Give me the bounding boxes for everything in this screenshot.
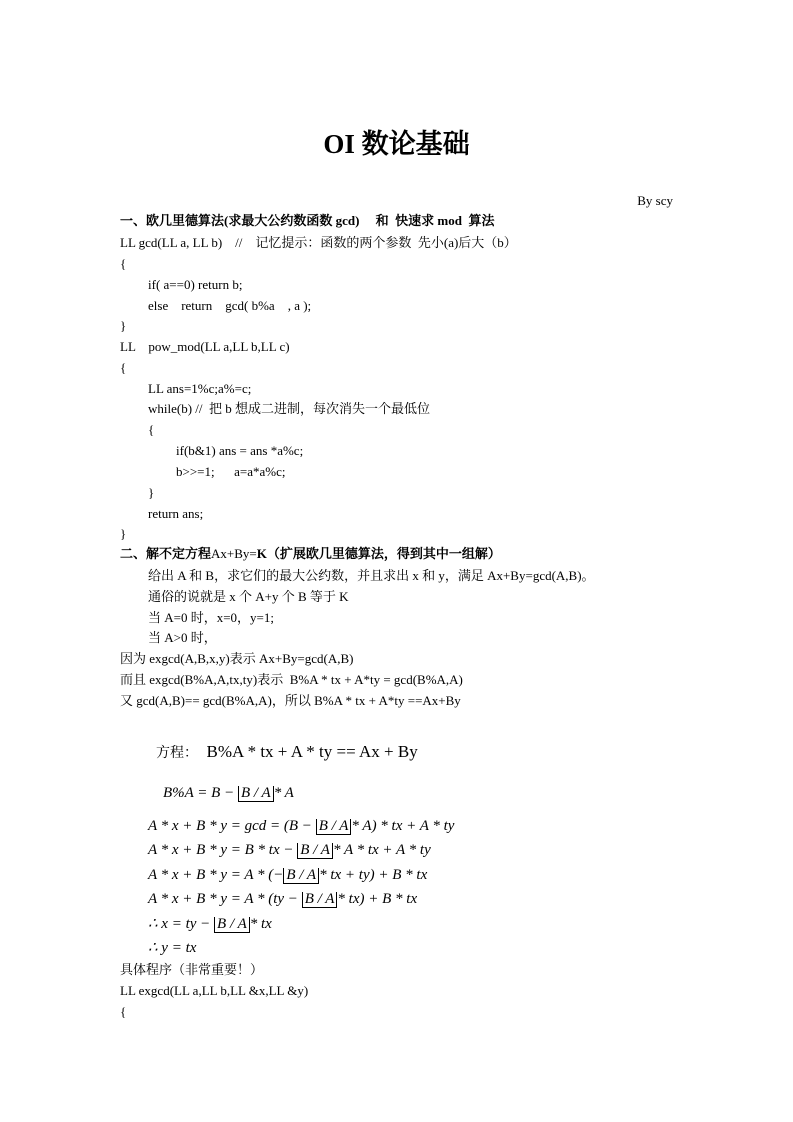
code-line: LL gcd(LL a, LL b) // 记忆提示：函数的两个参数 先小(a)后大（b） [120,235,517,250]
formula-left: ∴ x = ty − [148,916,211,932]
section2-heading-normal: Ax+By= [211,546,257,561]
program-label: 具体程序（非常重要！） [120,962,264,977]
text-line: 又 gcd(A,B)== gcd(B%A,A)，所以 B%A * tx + A*ty ==Ax+By [120,693,461,708]
equation-label: 方程： [156,746,198,761]
section2-heading-bold: 二、解不定方程 [120,546,212,561]
equation-line [156,741,418,765]
floor-bracket: B / A [283,868,319,884]
formula-right: * A [273,785,294,801]
formula-line [148,816,454,836]
code-line: if( a==0) return b; [148,277,243,292]
code-line: b>>=1; a=a*a%c; [176,464,286,479]
formula-left: A * x + B * y = A * (ty − [148,891,298,907]
formula-right: * tx + ty) + B * tx [319,867,428,883]
floor-bracket: B / A [297,843,333,859]
code-line: while(b) // 把 b 想成二进制，每次消失一个最低位 [148,401,431,416]
floor-bracket: B / A [316,819,352,835]
floor-bracket: B / A [214,917,250,933]
formula-right: * A * tx + A * ty [332,842,431,858]
text-line: 因为 exgcd(A,B,x,y)表示 Ax+By=gcd(A,B) [120,651,354,666]
author-byline: By scy [637,193,673,208]
text-line: 给出 A 和 B，求它们的最大公约数，并且求出 x 和 y，满足 Ax+By=gcd(A,B)。 [148,568,595,583]
code-line: { [120,360,127,375]
formula-line [148,840,431,860]
formula-line [148,865,427,885]
code-line: return ans; [148,506,204,521]
code-line: LL exgcd(LL a,LL b,LL &x,LL &y) [120,983,309,998]
page-title: OI 数论基础 [323,129,470,159]
formula-line: ∴ y = tx [148,940,197,956]
code-line: } [148,485,155,500]
code-line: { [148,422,155,437]
formula-left: A * x + B * y = A * (− [148,867,284,883]
text-line: 当 A>0 时， [148,630,217,645]
code-line: { [120,1004,127,1019]
section1-heading: 一、欧几里德算法(求最大公约数函数 gcd) 和 快速求 mod 算法 [120,213,495,228]
formula-right: * A) * tx + A * ty [351,818,455,834]
code-line: else return gcd( b%a , a ); [148,298,312,313]
formula-left: B%A = B − [163,785,235,801]
equation-main: B%A * tx + A * ty == Ax + By [206,742,418,761]
code-line: } [120,526,127,541]
formula-left: A * x + B * y = gcd = (B − [148,818,312,834]
text-line: 当 A=0 时，x=0，y=1; [148,610,274,625]
text-line: 通俗的说就是 x 个 A+y 个 B 等于 K [148,589,349,604]
formula-right: * tx) + B * tx [337,891,418,907]
floor-bracket: B / A [302,892,338,908]
formula-right: * tx [249,916,272,932]
code-line: if(b&1) ans = ans *a%c; [176,443,304,458]
formula-left: A * x + B * y = B * tx − [148,842,294,858]
code-line: { [120,256,127,271]
text-line: 而且 exgcd(B%A,A,tx,ty)表示 B%A * tx + A*ty = gcd(B%A,A) [120,672,463,687]
code-line: LL pow_mod(LL a,LL b,LL c) [120,339,290,354]
formula-line [148,914,272,934]
section2-heading [120,546,501,562]
section2-heading-bold2: K（扩展欧几里德算法，得到其中一组解） [256,546,501,561]
formula-line [148,889,417,909]
code-line: LL ans=1%c;a%=c; [148,381,252,396]
code-line: } [120,318,127,333]
formula-line [163,783,294,803]
floor-bracket: B / A [238,786,274,802]
